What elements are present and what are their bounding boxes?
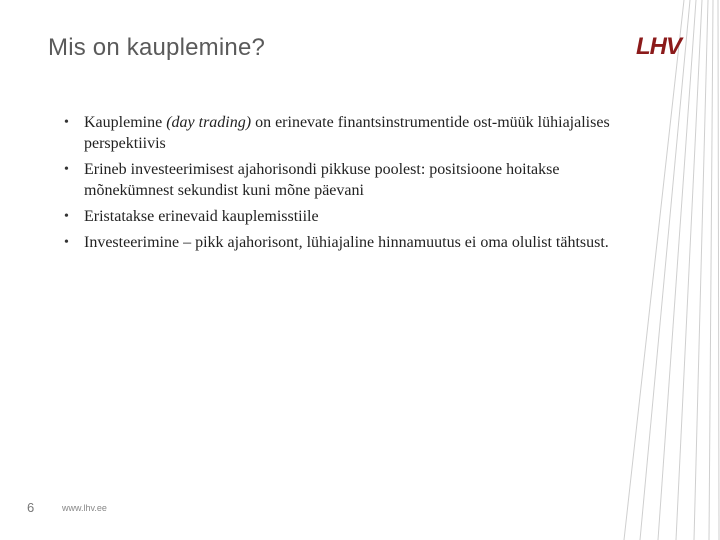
bullet-list — [64, 112, 624, 258]
bullet-text: on erinevate finantsinstrumentide ost-müük lühiajalises perspektiivis — [84, 114, 610, 152]
slide-title: Mis on kauplemine? — [48, 34, 266, 61]
bullet-icon: • — [64, 115, 69, 130]
footer-url: www.lhv.ee — [62, 503, 107, 513]
bullet-icon: • — [64, 209, 69, 224]
bullet-text: Investeerimine – pikk ajahorisont, lühiajaline hinnamuutus ei oma olulist tähtsust. — [84, 234, 609, 251]
bullet-icon: • — [64, 162, 69, 177]
bullet-item — [64, 159, 624, 201]
lhv-logo — [636, 34, 704, 56]
bullet-icon: • — [64, 235, 69, 250]
bullet-item — [64, 112, 624, 154]
bullet-text: Eristatakse erinevaid kauplemisstiile — [84, 208, 319, 225]
bullet-text: Kauplemine — [84, 114, 163, 131]
svg-text:LHV: LHV — [636, 34, 681, 56]
bullet-item — [64, 206, 624, 227]
bullet-text: Erineb investeerimisest ajahorisondi pikkuse poolest: positsioone hoitakse mõnekümnest sekundist kuni mõne päevani — [84, 161, 560, 199]
page-number: 6 — [27, 500, 35, 515]
bullet-item — [64, 232, 624, 253]
bullet-text-italic: (day trading) — [166, 114, 252, 131]
